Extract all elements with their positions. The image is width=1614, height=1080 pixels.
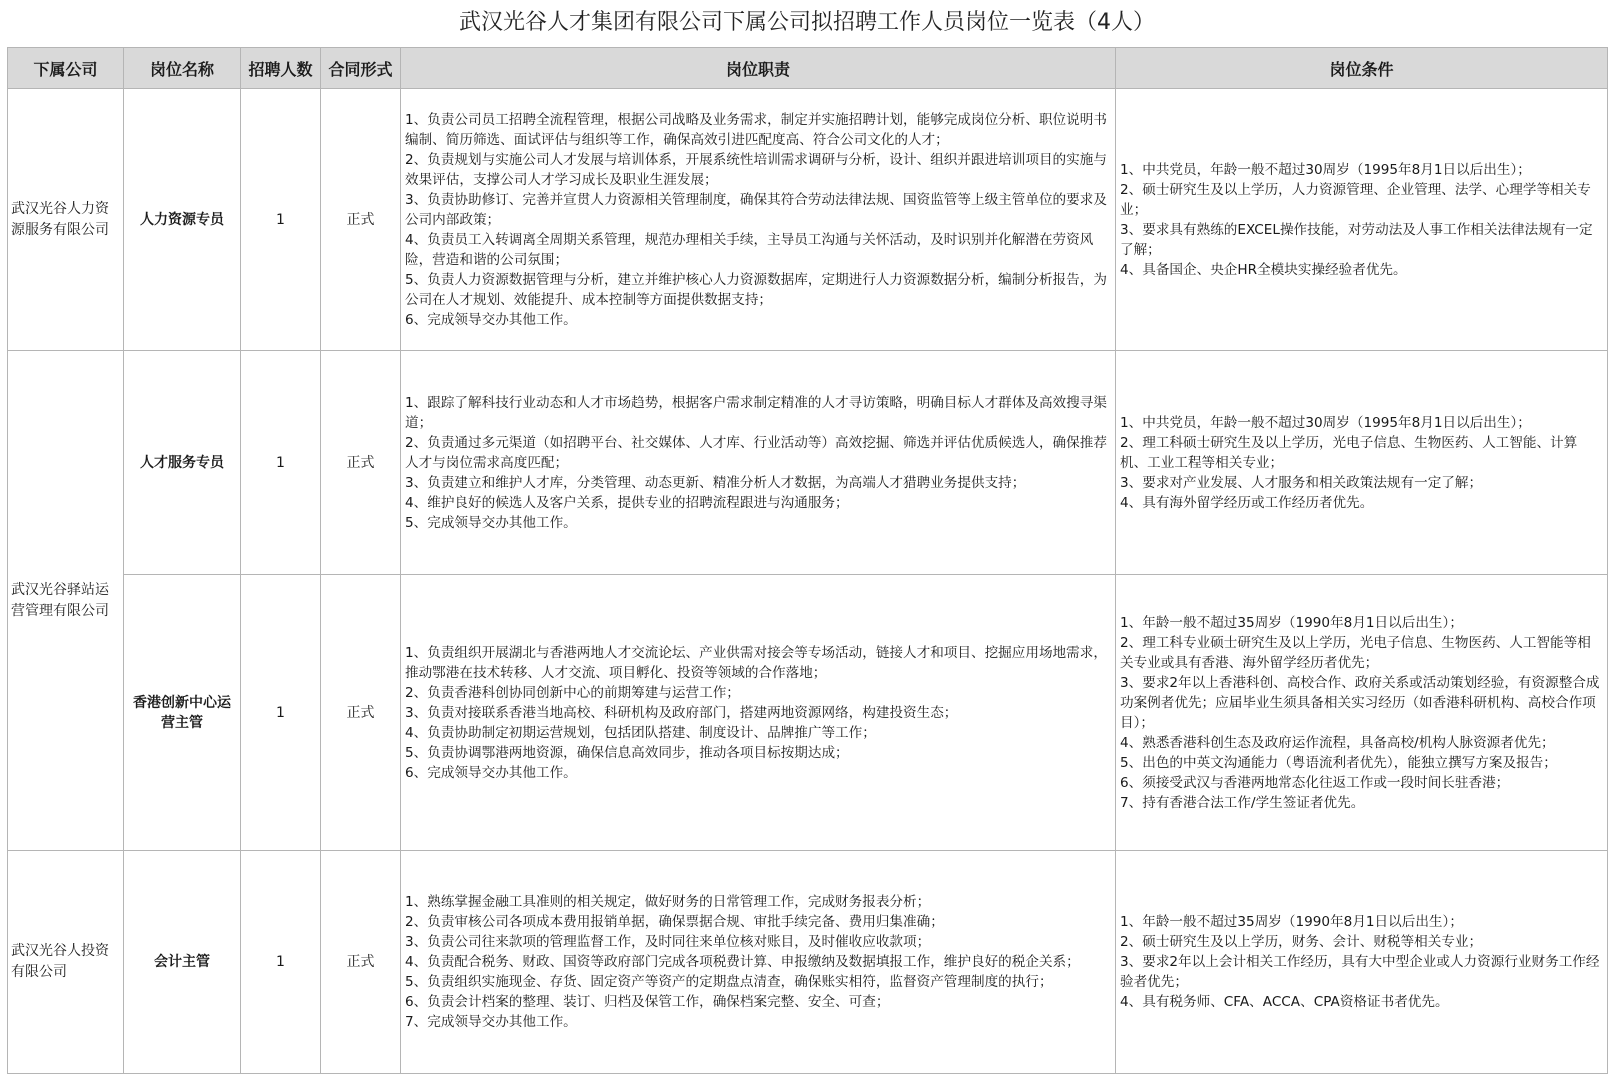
duty-item: 5、完成领导交办其他工作。 xyxy=(405,514,577,531)
requirement-item: 4、具有税务师、CFA、ACCA、CPA资格证书者优先。 xyxy=(1120,994,1449,1010)
duty-item: 4、负责协助制定初期运营规划，包括团队搭建、制度设计、品牌推广等工作； xyxy=(405,724,876,741)
contract-cell: 正式 xyxy=(321,575,401,851)
requirement-item: 1、中共党员，年龄一般不超过30周岁（1995年8月1日以后出生）； xyxy=(1120,161,1531,178)
duty-item: 6、完成领导交办其他工作。 xyxy=(405,311,577,328)
header-company: 下属公司 xyxy=(8,48,124,89)
company-cell: 武汉光谷驿站运营管理有限公司 xyxy=(8,351,124,851)
table-row xyxy=(8,89,1608,351)
duty-item: 3、负责公司往来款项的管理监督工作，及时同往来单位核对账目，及时催收应收款项； xyxy=(405,934,931,950)
duty-item: 2、负责审核公司各项成本费用报销单据，确保票据合规、审批手续完备、费用归集准确； xyxy=(405,914,944,930)
duties-cell xyxy=(401,851,1116,1074)
requirement-item: 2、硕士研究生及以上学历，财务、会计、财税等相关专业； xyxy=(1120,934,1483,950)
header-position: 岗位名称 xyxy=(124,48,241,89)
requirement-item: 3、要求具有熟练的EXCEL操作技能，对劳动法及人事工作相关法律法规有一定了解； xyxy=(1120,221,1593,258)
requirement-item: 3、要求对产业发展、人才服务和相关政策法规有一定了解； xyxy=(1120,474,1483,491)
duty-item: 4、负责配合税务、财政、国资等政府部门完成各项税费计算、申报缴纳及数据填报工作，维护良好的税企关系； xyxy=(405,954,1080,970)
contract-cell: 正式 xyxy=(321,89,401,351)
duty-item: 1、负责公司员工招聘全流程管理，根据公司战略及业务需求，制定并实施招聘计划，能够完成岗位分析、职位说明书编制、简历筛选、面试评估与组织等工作，确保高效引进匹配度高、符合公司文化的人才； xyxy=(405,111,1107,148)
requirement-item: 1、年龄一般不超过35周岁（1990年8月1日以后出生）； xyxy=(1120,914,1463,930)
duty-item: 6、负责会计档案的整理、装订、归档及保管工作，确保档案完整、安全、可查； xyxy=(405,994,890,1010)
requirement-item: 4、具有海外留学经历或工作经历者优先。 xyxy=(1120,494,1374,511)
header-row xyxy=(8,48,1608,89)
count-cell: 1 xyxy=(241,851,321,1074)
position-cell: 香港创新中心运营主管 xyxy=(124,575,241,851)
duty-item: 5、负责组织实施现金、存货、固定资产等资产的定期盘点清查，确保账实相符，监督资产管理制度的执行； xyxy=(405,974,1053,990)
duty-item: 3、负责协助修订、完善并宣贯人力资源相关管理制度，确保其符合劳动法律法规、国资监管等上级主管单位的要求及公司内部政策； xyxy=(405,191,1107,228)
duties-cell xyxy=(401,351,1116,575)
requirement-item: 3、要求2年以上香港科创、高校合作、政府关系或活动策划经验，有资源整合成功案例者优先；应届毕业生须具备相关实习经历（如香港科研机构、高校合作项目）； xyxy=(1120,674,1600,731)
requirement-item: 3、要求2年以上会计相关工作经历，具有大中型企业或人力资源行业财务工作经验者优先； xyxy=(1120,954,1600,990)
duty-item: 1、负责组织开展湖北与香港两地人才交流论坛、产业供需对接会等专场活动，链接人才和项目、挖掘应用场地需求，推动鄂港在技术转移、人才交流、项目孵化、投资等领域的合作落地； xyxy=(405,644,1107,681)
contract-cell: 正式 xyxy=(321,851,401,1074)
positions-table xyxy=(7,47,1608,1074)
requirement-item: 1、中共党员，年龄一般不超过30周岁（1995年8月1日以后出生）； xyxy=(1120,414,1531,431)
requirements-cell xyxy=(1116,851,1608,1074)
duty-item: 2、负责规划与实施公司人才发展与培训体系，开展系统性培训需求调研与分析，设计、组织并跟进培训项目的实施与效果评估，支撑公司人才学习成长及职业生涯发展； xyxy=(405,151,1107,188)
requirement-item: 2、理工科硕士研究生及以上学历，光电子信息、生物医药、人工智能、计算机、工业工程等相关专业； xyxy=(1120,434,1578,471)
duty-item: 1、跟踪了解科技行业动态和人才市场趋势，根据客户需求制定精准的人才寻访策略，明确目标人才群体及高效搜寻渠道； xyxy=(405,394,1107,431)
requirement-item: 1、年龄一般不超过35周岁（1990年8月1日以后出生）； xyxy=(1120,614,1463,631)
header-requirements: 岗位条件 xyxy=(1116,48,1608,89)
position-cell: 人力资源专员 xyxy=(124,89,241,351)
company-cell: 武汉光谷人力资源服务有限公司 xyxy=(8,89,124,351)
requirement-item: 4、熟悉香港科创生态及政府运作流程，具备高校/机构人脉资源者优先； xyxy=(1120,734,1555,751)
duty-item: 7、完成领导交办其他工作。 xyxy=(405,1014,577,1030)
requirement-item: 2、硕士研究生及以上学历，人力资源管理、企业管理、法学、心理学等相关专业； xyxy=(1120,181,1591,218)
duty-item: 5、负责人力资源数据管理与分析，建立并维护核心人力资源数据库，定期进行人力资源数据分析，编制分析报告，为公司在人才规划、效能提升、成本控制等方面提供数据支持； xyxy=(405,271,1107,308)
duty-item: 4、负责员工入转调离全周期关系管理，规范办理相关手续，主导员工沟通与关怀活动，及时识别并化解潜在劳资风险，营造和谐的公司氛围； xyxy=(405,231,1094,268)
duties-cell xyxy=(401,575,1116,851)
duty-item: 3、负责建立和维护人才库，分类管理、动态更新、精准分析人才数据，为高端人才猎聘业务提供支持； xyxy=(405,474,1026,491)
requirements-cell xyxy=(1116,351,1608,575)
count-cell: 1 xyxy=(241,351,321,575)
duties-cell xyxy=(401,89,1116,351)
contract-cell: 正式 xyxy=(321,351,401,575)
requirement-item: 2、理工科专业硕士研究生及以上学历，光电子信息、生物医药、人工智能等相关专业或具有香港、海外留学经历者优先； xyxy=(1120,634,1591,671)
duty-item: 1、熟练掌握金融工具准则的相关规定，做好财务的日常管理工作，完成财务报表分析； xyxy=(405,894,931,910)
requirements-cell xyxy=(1116,89,1608,351)
requirement-item: 4、具备国企、央企HR全模块实操经验者优先。 xyxy=(1120,261,1407,278)
requirements-cell xyxy=(1116,575,1608,851)
company-cell: 武汉光谷人投资有限公司 xyxy=(8,851,124,1074)
table-row xyxy=(8,851,1608,1074)
requirement-item: 6、须接受武汉与香港两地常态化往返工作或一段时间长驻香港； xyxy=(1120,774,1510,791)
page-title: 武汉光谷人才集团有限公司下属公司拟招聘工作人员岗位一览表（4人） xyxy=(459,10,1155,35)
requirement-item: 5、出色的中英文沟通能力（粤语流利者优先），能独立撰写方案及报告； xyxy=(1120,754,1557,771)
duty-item: 2、负责香港科创协同创新中心的前期筹建与运营工作； xyxy=(405,684,740,701)
requirement-item: 7、持有香港合法工作/学生签证者优先。 xyxy=(1120,794,1365,811)
table-row xyxy=(8,351,1608,575)
duty-item: 6、完成领导交办其他工作。 xyxy=(405,764,577,781)
position-cell: 人才服务专员 xyxy=(124,351,241,575)
duty-item: 2、负责通过多元渠道（如招聘平台、社交媒体、人才库、行业活动等）高效挖掘、筛选并评估优质候选人，确保推荐人才与岗位需求高度匹配； xyxy=(405,434,1107,471)
duty-item: 4、维护良好的候选人及客户关系，提供专业的招聘流程跟进与沟通服务； xyxy=(405,494,849,511)
position-cell: 会计主管 xyxy=(124,851,241,1074)
table-row xyxy=(8,575,1608,851)
duty-item: 3、负责对接联系香港当地高校、科研机构及政府部门，搭建两地资源网络，构建投资生态； xyxy=(405,704,958,721)
header-count: 招聘人数 xyxy=(241,48,321,89)
header-contract: 合同形式 xyxy=(321,48,401,89)
count-cell: 1 xyxy=(241,575,321,851)
count-cell: 1 xyxy=(241,89,321,351)
header-duties: 岗位职责 xyxy=(401,48,1116,89)
duty-item: 5、负责协调鄂港两地资源，确保信息高效同步，推动各项目标按期达成； xyxy=(405,744,849,761)
